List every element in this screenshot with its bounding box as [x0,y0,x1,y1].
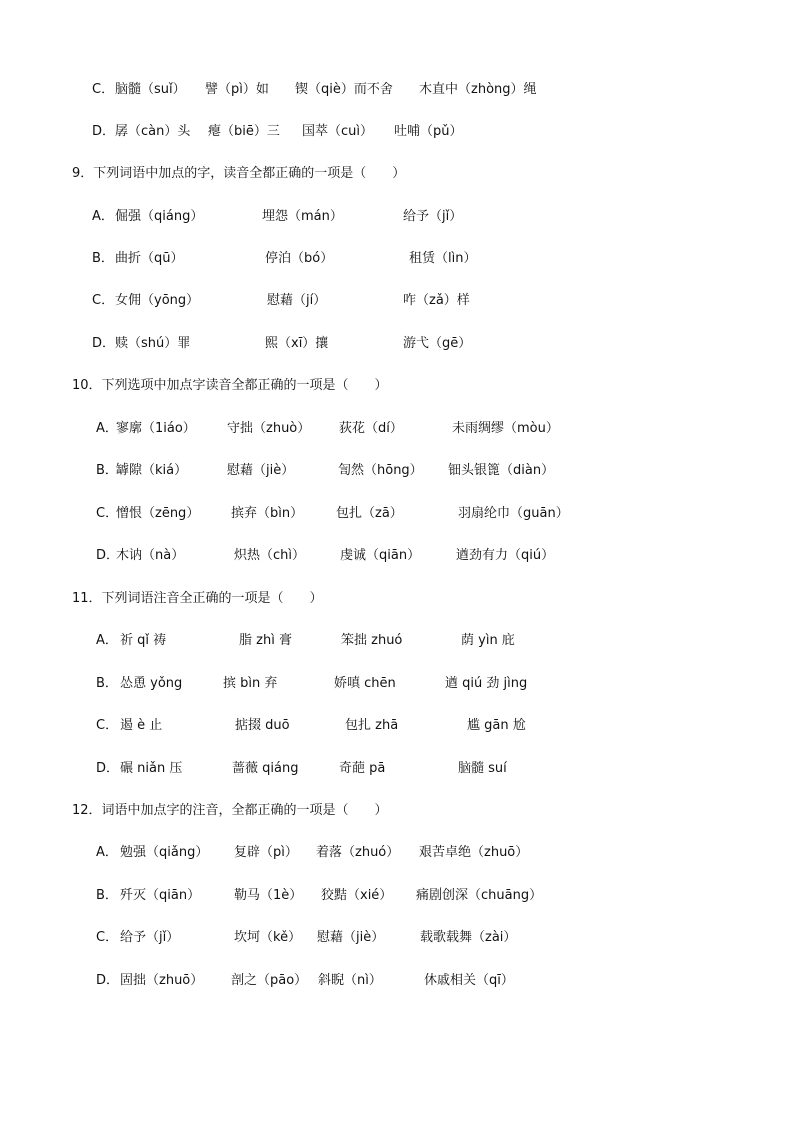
option-item: 荻花（dí） [339,421,403,436]
option-item: 罅隙（kiá） [116,463,188,478]
option-item: 载歌载舞（zài） [420,930,517,945]
option-item: 歼灭（qiān） [120,888,201,903]
option-item: 勉强（qiǎng） [120,845,209,860]
option-item: 包扎（zā） [336,506,403,521]
option-item: 憎恨（zēng） [116,506,200,521]
option-item: 女佣（yōng） [115,293,200,308]
option-label: A． [92,209,114,224]
option-item: 荫 yìn 庇 [461,633,515,648]
option-label: B． [96,888,118,903]
option-item: 羽扇纶巾（guān） [458,506,569,521]
option-item: 蔷薇 qiáng [232,761,299,776]
option-item: 木直中（zhòng）绳 [419,82,537,97]
option-item: 娇嗔 chēn [334,676,396,691]
option-item: 坎坷（kě） [234,930,302,945]
option-item: 遒劲有力（qiú） [456,548,555,563]
option-item: 摈 bìn 弃 [223,676,278,691]
option-item: 埋怨（mán） [262,209,343,224]
option-label: C． [96,930,119,945]
option-item: 慰藉（jí） [267,293,327,308]
option-label: C． [92,293,115,308]
option-item: 勒马（1è） [234,888,303,903]
option-item: 包扎 zhā [345,718,399,733]
option-item: 给予（jǐ） [120,930,180,945]
q11-stem: 11．下列词语注音全正确的一项是（ ） [72,591,323,606]
option-item: 吐哺（pǔ） [394,124,463,139]
option-item: 瘪（biē）三 [208,124,280,139]
option-label: C． [96,506,119,521]
option-item: 炽热（chì） [234,548,305,563]
option-item: 訇然（hōng） [338,463,423,478]
option-label: A． [96,421,118,436]
option-label: D． [92,124,116,139]
option-item: 租赁（lìn） [409,251,477,266]
option-item: 怂恿 yǒng [120,676,183,691]
option-item: 奇葩 pā [339,761,386,776]
option-item: 剖之（pāo） [231,973,308,988]
option-item: 艰苦卓绝（zhuō） [419,845,529,860]
option-item: 守拙（zhuò） [227,421,311,436]
option-item: 遒 qiú 劲 jìng [445,676,528,691]
q9-stem: 9．下列词语中加点的字，读音全都正确的一项是（ ） [72,166,406,181]
option-item: 脑髓（suǐ） [115,82,186,97]
option-label: D． [96,973,120,988]
option-item: 未雨绸缪（mòu） [452,421,559,436]
option-item: 咋（zǎ）样 [403,293,470,308]
option-item: 狡黠（xié） [321,888,393,903]
option-label: A． [96,845,118,860]
option-item: 祈 qǐ 祷 [120,633,167,648]
option-item: 寥廓（1iáo） [116,421,196,436]
option-label: B． [96,676,118,691]
option-label: B． [92,251,114,266]
option-label: C． [92,82,115,97]
option-item: 休戚相关（qī） [424,973,514,988]
option-item: 慰藉（jiè） [227,463,295,478]
option-item: 赎（shú）罪 [115,336,191,351]
option-item: 尴 gān 尬 [467,718,526,733]
option-item: 停泊（bó） [265,251,334,266]
q10-stem: 10．下列选项中加点字读音全都正确的一项是（ ） [72,378,388,393]
option-item: 掂掇 duō [235,718,290,733]
option-item: 孱（càn）头 [115,124,191,139]
q12-stem: 12．词语中加点字的注音，全都正确的一项是（ ） [72,803,388,818]
option-label: D． [96,548,120,563]
option-item: 游弋（gē） [403,336,472,351]
option-item: 熙（xī）攘 [265,336,329,351]
option-item: 着落（zhuó） [316,845,400,860]
option-item: 脑髓 suí [458,761,507,776]
option-item: 笨拙 zhuó [341,633,403,648]
option-item: 慰藉（jiè） [317,930,385,945]
option-item: 倔强（qiáng） [115,209,204,224]
option-item: 摈弃（bìn） [231,506,304,521]
option-item: 曲折（qū） [115,251,184,266]
option-label: A． [96,633,118,648]
option-item: 斜睨（nì） [318,973,382,988]
option-label: B． [96,463,118,478]
option-item: 复辟（pì） [234,845,298,860]
option-item: 国萃（cuì） [302,124,373,139]
option-label: D． [96,761,120,776]
option-item: 脂 zhì 膏 [239,633,292,648]
option-item: 碾 niǎn 压 [120,761,183,776]
option-item: 木讷（nà） [116,548,185,563]
option-item: 固拙（zhuō） [120,973,204,988]
option-label: D． [92,336,116,351]
option-item: 钿头银篦（diàn） [448,463,555,478]
option-item: 虔诚（qiān） [340,548,421,563]
option-item: 给予（jǐ） [403,209,463,224]
option-label: C． [96,718,119,733]
option-item: 痛剧创深（chuāng） [416,888,543,903]
option-item: 譬（pì）如 [205,82,269,97]
option-item: 锲（qiè）而不舍 [295,82,393,97]
option-item: 遏 è 止 [120,718,163,733]
